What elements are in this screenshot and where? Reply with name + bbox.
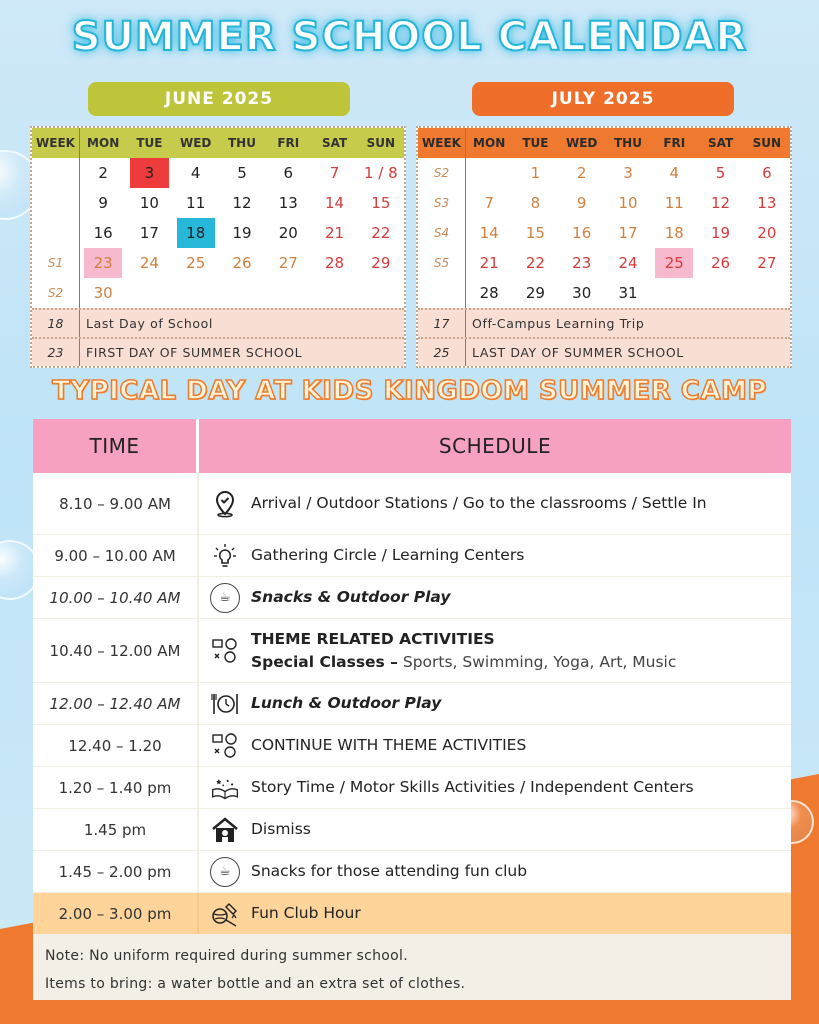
july-calendar-grid xyxy=(418,128,790,308)
week-number: S2 xyxy=(32,278,80,308)
calendar-day: 2 xyxy=(576,164,587,182)
weekday-header: THU xyxy=(219,128,265,158)
calendar-day: 6 xyxy=(762,164,772,182)
note-text: Off-Campus Learning Trip xyxy=(472,316,645,331)
icon-cell xyxy=(199,767,251,808)
note-text: Last Day of School xyxy=(86,316,213,331)
row-activity: Fun Club Hour xyxy=(251,904,361,923)
week-header: WEEK xyxy=(32,128,80,158)
icon-cell xyxy=(199,893,251,934)
row-time: 1.20 – 1.40 pm xyxy=(33,767,199,808)
table-row xyxy=(33,683,791,725)
calendar-day: 29 xyxy=(525,284,545,302)
calendar-day: 12 xyxy=(232,194,252,212)
calendar-day: 20 xyxy=(278,224,298,242)
calendar-day: 30 xyxy=(572,284,592,302)
note-text: LAST DAY OF SUMMER SCHOOL xyxy=(472,345,684,360)
row-time: 8.10 – 9.00 AM xyxy=(33,473,199,534)
calendar-day: 7 xyxy=(484,194,494,212)
calendar-day: 28 xyxy=(479,284,499,302)
table-row xyxy=(33,473,791,535)
calendar-day: 7 xyxy=(329,164,340,182)
weekday-header: FRI xyxy=(265,128,311,158)
weekday-header: TUE xyxy=(512,128,558,158)
row-activity: Dismiss xyxy=(251,820,311,839)
weekday-header: SAT xyxy=(697,128,743,158)
calendar-day: 16 xyxy=(93,224,113,242)
week-number xyxy=(32,158,80,188)
row-time: 1.45 pm xyxy=(33,809,199,850)
calendar-day: 21 xyxy=(325,224,345,242)
june-calendar xyxy=(30,126,406,368)
calendar-note xyxy=(418,308,790,337)
calendar-note xyxy=(32,337,404,366)
note-text: FIRST DAY OF SUMMER SCHOOL xyxy=(86,345,303,360)
week-number: S4 xyxy=(418,218,466,248)
special-classes-list: Sports, Swimming, Yoga, Art, Music xyxy=(402,652,677,671)
icon-cell xyxy=(199,683,251,724)
calendar-day: 30 xyxy=(93,284,113,302)
note-items: Items to bring: a water bottle and an extra set of clothes. xyxy=(45,976,466,992)
table-row xyxy=(33,809,791,851)
icon-cell xyxy=(199,725,251,766)
location-pin-icon xyxy=(210,489,240,519)
calendar-day: 26 xyxy=(711,254,731,272)
house-icon xyxy=(210,815,240,845)
calendar-day: 14 xyxy=(325,194,345,212)
calendar-day-empty xyxy=(126,278,172,308)
row-activity xyxy=(251,619,791,682)
calendar-day: 20 xyxy=(757,224,777,242)
calendar-day-empty xyxy=(358,278,404,308)
weekday-header: MON xyxy=(80,128,126,158)
row-time: 2.00 – 3.00 pm xyxy=(33,893,199,934)
table-row xyxy=(33,619,791,683)
weekday-header: FRI xyxy=(651,128,697,158)
calendar-day: 25 xyxy=(186,254,206,272)
row-activity: Gathering Circle / Learning Centers xyxy=(251,546,525,565)
calendar-day: 28 xyxy=(325,254,345,272)
row-time: 1.45 – 2.00 pm xyxy=(33,851,199,892)
week-number: S1 xyxy=(32,248,80,278)
table-row xyxy=(33,577,791,619)
calendar-note xyxy=(32,308,404,337)
calendar-day: 15 xyxy=(525,224,545,242)
june-calendar-grid xyxy=(32,128,404,308)
table-row xyxy=(33,851,791,893)
calendar-day: 5 xyxy=(715,164,726,182)
week-number: S5 xyxy=(418,248,466,278)
calendar-day: 9 xyxy=(98,194,108,212)
calendar-day: 15 xyxy=(371,194,391,212)
note-uniform: Note: No uniform required during summer school. xyxy=(45,948,408,964)
calendar-day: 11 xyxy=(186,194,206,212)
calendar-day: 10 xyxy=(139,194,159,212)
calendar-day: 14 xyxy=(479,224,499,242)
row-time: 12.40 – 1.20 xyxy=(33,725,199,766)
calendar-day: 21 xyxy=(479,254,499,272)
icon-cell xyxy=(199,473,251,534)
icon-cell xyxy=(199,577,251,618)
weekday-header: SUN xyxy=(744,128,790,158)
calendar-day: 23 xyxy=(572,254,592,272)
weekday-header: WED xyxy=(559,128,605,158)
activity-subline xyxy=(251,651,785,673)
june-month-label: JUNE 2025 xyxy=(88,82,350,116)
calendar-day: 22 xyxy=(525,254,545,272)
week-number xyxy=(32,188,80,218)
row-activity: Story Time / Motor Skills Activities / Independent Centers xyxy=(251,778,694,797)
row-time: 12.00 – 12.40 AM xyxy=(33,683,199,724)
calendar-day: 17 xyxy=(618,224,638,242)
table-row xyxy=(33,893,791,935)
weekday-header: THU xyxy=(605,128,651,158)
time-column-header: TIME xyxy=(33,419,199,473)
snack-icon: ☕ xyxy=(210,583,240,613)
week-number xyxy=(32,218,80,248)
july-month-label: JULY 2025 xyxy=(472,82,734,116)
calendar-day: 6 xyxy=(283,164,294,182)
calendar-note xyxy=(418,337,790,366)
calendar-day: 8 xyxy=(530,194,541,212)
table-row xyxy=(33,725,791,767)
calendar-day: 3 xyxy=(130,158,168,188)
calendar-day: 24 xyxy=(139,254,159,272)
calendar-day-empty xyxy=(173,278,219,308)
theme-activities-icon xyxy=(210,636,240,666)
theme-activities-icon xyxy=(210,731,240,761)
row-time: 10.00 – 10.40 AM xyxy=(33,577,199,618)
fun-club-icon xyxy=(210,899,240,929)
week-number: S3 xyxy=(418,188,466,218)
calendar-day: 31 xyxy=(618,284,638,302)
calendar-day: 5 xyxy=(237,164,247,182)
calendar-day: 2 xyxy=(98,164,108,182)
calendar-day: 1 xyxy=(530,164,541,182)
calendar-day: 4 xyxy=(669,164,680,182)
footer-note xyxy=(33,934,791,1000)
schedule-table xyxy=(33,419,791,935)
activity-title: THEME RELATED ACTIVITIES xyxy=(251,630,495,649)
calendar-day-empty xyxy=(466,158,512,188)
calendar-day: 13 xyxy=(278,194,298,212)
snack-icon: ☕ xyxy=(210,857,240,887)
week-number: S2 xyxy=(418,158,466,188)
page-title: SUMMER SCHOOL CALENDAR xyxy=(71,14,748,60)
note-date: 25 xyxy=(418,339,466,366)
calendar-day: 19 xyxy=(711,224,731,242)
schedule-column-header: SCHEDULE xyxy=(438,434,552,458)
lightbulb-icon xyxy=(210,541,240,571)
calendar-day: 11 xyxy=(664,194,684,212)
table-row xyxy=(33,535,791,577)
section-title: TYPICAL DAY AT KIDS KINGDOM SUMMER CAMP xyxy=(52,376,767,406)
icon-cell xyxy=(199,535,251,576)
weekday-header: SAT xyxy=(311,128,357,158)
calendar-day: 18 xyxy=(177,218,215,248)
calendar-day: 16 xyxy=(572,224,592,242)
row-time: 10.40 – 12.00 AM xyxy=(33,619,199,682)
row-activity: Arrival / Outdoor Stations / Go to the classrooms / Settle In xyxy=(251,494,707,513)
weekday-header: SUN xyxy=(358,128,404,158)
icon-cell xyxy=(199,809,251,850)
calendar-day-empty xyxy=(697,278,743,308)
week-header: WEEK xyxy=(418,128,466,158)
calendar-day-empty xyxy=(265,278,311,308)
note-date: 17 xyxy=(418,310,466,337)
row-time: 9.00 – 10.00 AM xyxy=(33,535,199,576)
calendar-day-empty xyxy=(311,278,357,308)
icon-cell xyxy=(199,851,251,892)
row-activity: Snacks & Outdoor Play xyxy=(251,588,451,607)
calendar-day: 9 xyxy=(576,194,587,212)
special-classes-label: Special Classes – xyxy=(251,652,398,671)
calendar-day: 29 xyxy=(371,254,391,272)
calendar-day-empty xyxy=(651,278,697,308)
row-activity: CONTINUE WITH THEME ACTIVITIES xyxy=(251,736,527,755)
calendar-day-empty xyxy=(219,278,265,308)
calendar-day: 13 xyxy=(757,194,777,212)
calendar-day: 3 xyxy=(623,164,633,182)
calendar-day: 27 xyxy=(757,254,777,272)
calendar-day: 17 xyxy=(139,224,159,242)
note-date: 23 xyxy=(32,339,80,366)
calendar-day: 27 xyxy=(278,254,298,272)
calendar-day: 4 xyxy=(190,164,201,182)
weekday-header: MON xyxy=(466,128,512,158)
calendar-day: 10 xyxy=(618,194,638,212)
calendar-day: 1 / 8 xyxy=(364,164,398,182)
weekday-header: WED xyxy=(173,128,219,158)
calendar-day: 19 xyxy=(232,224,252,242)
schedule-header xyxy=(33,419,791,473)
calendar-day: 12 xyxy=(711,194,731,212)
table-row xyxy=(33,767,791,809)
calendar-day: 18 xyxy=(664,224,684,242)
week-number xyxy=(418,278,466,308)
calendar-day: 23 xyxy=(84,248,122,278)
calendar-day: 25 xyxy=(655,248,693,278)
calendar-day: 24 xyxy=(618,254,638,272)
july-calendar xyxy=(416,126,792,368)
note-date: 18 xyxy=(32,310,80,337)
calendar-day: 26 xyxy=(232,254,252,272)
weekday-header: TUE xyxy=(126,128,172,158)
lunch-icon xyxy=(210,689,240,719)
icon-cell xyxy=(199,619,251,682)
calendar-day: 22 xyxy=(371,224,391,242)
row-activity: Snacks for those attending fun club xyxy=(251,862,528,881)
calendar-day-empty xyxy=(744,278,790,308)
row-activity: Lunch & Outdoor Play xyxy=(251,694,442,713)
storybook-icon xyxy=(210,773,240,803)
